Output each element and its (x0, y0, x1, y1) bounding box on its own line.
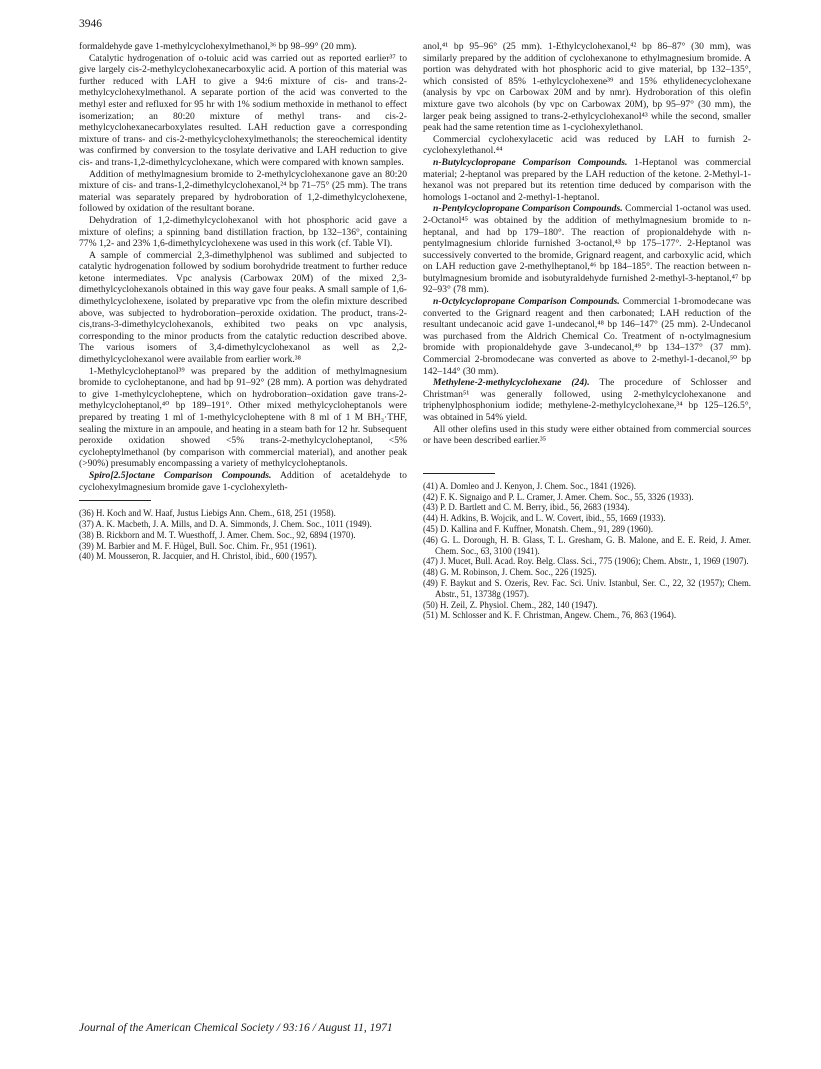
paragraph-text: formaldehyde gave 1-methylcyclohexylmethanol,³⁶ bp 98–99° (20 mm). (79, 41, 357, 52)
right-body (423, 41, 751, 447)
paragraph-text: Addition of acetaldehyde to cyclohexylmagnesium bromide gave 1-cyclohexyleth- (79, 469, 407, 493)
journal-footer: Journal of the American Chemical Society / 93:16 / August 11, 1971 (79, 1022, 393, 1034)
reference-item: (46) G. L. Dorough, H. B. Glass, T. L. Gresham, G. B. Malone, and E. E. Reid, J. Amer. Chem. Soc., 63, 3100 (1941). (423, 534, 751, 556)
reference-item: (38) B. Rickborn and M. T. Wuesthoff, J. Amer. Chem. Soc., 92, 6894 (1970). (79, 529, 356, 540)
paragraph-text: anol,⁴¹ bp 95–96° (25 mm). 1-Ethylcyclohexanol,⁴² bp 86–87° (30 mm), was similarly prepared by the addition of cyclohexanone to ethylmagnesium bromide. A portion was dehydrated with hot phosphoric acid to give material, bp 132–135°, which consisted of 85% 1-ethylcyclohexene³⁹ and 15% ethylidenecyclohexane (analysis by vpc on Carbowax 20M and by nmr). Hydroboration of this olefin mixture gave two alcohols (by vpc on Carbowax 20M), bp 95–97° (30 mm), the larger peak being assigned to trans-2-ethylcyclohexanol⁴³ while the second, smaller peak had the same retention time as 1-cyclohexylethanol. (423, 41, 751, 134)
paragraph-text: Catalytic hydrogenation of o-toluic acid was carried out as reported earlier³⁷ to give largely cis-2-methylcyclohexanecarboxylic acid. A portion of this material was further reduced with LAH to give a 94:6 mixture of cis- and trans-2-methylcyclohexylmethanol. A separate portion of the acid was converted to the methyl ester and refluxed for 95 hr with 1% sodium methoxide in methanol to effect isomerization; an 80:20 mixture of methyl trans- and cis-2-methylcyclohexanecarboxylates resulted. LAH reduction gave a corresponding mixture of trans- and cis-2-methylcyclohexylmethanols; the stereochemical identity was confirmed by conversion to the tosylate derivative and LAH reduction to give cis- and trans-1,2-dimethylcyclohexane, which were compared with known samples. (79, 52, 407, 168)
left-references (79, 508, 407, 562)
right-column (423, 41, 751, 621)
reference-item: (39) M. Barbier and M. F. Hügel, Bull. Soc. Chim. Fr., 951 (1961). (79, 540, 317, 551)
reference-item: (50) H. Zeil, Z. Physiol. Chem., 282, 140 (1947). (423, 599, 598, 610)
reference-item: (41) A. Domleo and J. Kenyon, J. Chem. Soc., 1841 (1926). (423, 480, 636, 491)
paragraph (79, 41, 407, 53)
paragraph (423, 134, 751, 157)
reference-item: (43) P. D. Bartlett and C. M. Berry, ibid., 56, 2683 (1934). (423, 502, 630, 513)
reference-item: (44) H. Adkins, B. Wojcik, and L. W. Covert, ibid., 55, 1669 (1933). (423, 513, 666, 524)
paragraph (423, 41, 751, 134)
section-heading: Spiro[2.5]octane Comparison Compounds. (89, 469, 272, 481)
paragraph (79, 366, 407, 470)
reference-item: (37) A. K. Macbeth, J. A. Mills, and D. A. Simmonds, J. Chem. Soc., 1011 (1949). (79, 518, 372, 529)
right-references (423, 481, 751, 621)
paragraph (423, 157, 751, 203)
footnote-rule (79, 500, 151, 501)
section-heading: Methylene-2-methylcyclohexane (24). (433, 377, 590, 389)
section-heading: n-Pentylcyclopropane Comparison Compounds. (433, 203, 623, 215)
paragraph-text: 1-Methylcycloheptanol³⁹ was prepared by the addition of methylmagnesium bromide to cycloheptanone, and had bp 91–92° (28 mm). A portion was dehydrated to give 1-methylcycloheptene, which on hydroboration–oxidation gave trans-2-methylcycloheptanol,⁴⁰ bp 189–191°. Other mixed methylcycloheptanols were prepared by treating 1 ml of 1-methylcycloheptene with 8 ml of 1 M BH₃·THF, sealing the mixture in an ampoule, and heating in a steam bath for 12 hr. Subsequent peroxide oxidation showed <5% trans-2-methylcycloheptanol, <5% cycloheptylmethanol (by comparison with commercial material), and another peak (>90%) presumably encompassing a variety of methylcycloheptanols. (79, 365, 407, 470)
paragraph-text: Commercial cyclohexylacetic acid was reduced by LAH to furnish 2-cyclohexylethanol.⁴⁴ (423, 133, 751, 157)
paragraph (79, 53, 407, 169)
paragraph-text: All other olefins used in this study were either obtained from commercial sources or have been described earlier.³⁵ (423, 423, 751, 447)
reference-item: (36) H. Koch and W. Haaf, Justus Liebigs Ann. Chem., 618, 251 (1958). (79, 508, 336, 519)
paragraph-text: Dehydration of 1,2-dimethylcyclohexanol with hot phosphoric acid gave a mixture of olefins; a spinning band distillation fraction, bp 132–136°, containing 77% 1,2- and 23% 1,6-dimethylcyclohexene was used in this work (cf. Table VI). (79, 214, 407, 250)
paragraph (423, 296, 751, 377)
reference-item: (45) D. Kallina and F. Kuffner, Monatsh. Chem., 91, 289 (1960). (423, 523, 653, 534)
paragraph (423, 424, 751, 447)
paragraph-text: 1-Heptanol was commercial material; 2-heptanol was prepared by the LAH reduction of the ketone. 2-Methyl-1-hexanol was not prepared but its retention time deduced by comparison with the homologs 1-octanol and 2-methyl-1-heptanol. (423, 156, 751, 203)
paragraph (79, 250, 407, 366)
paragraph (79, 169, 407, 215)
section-heading: n-Octylcyclopropane Comparison Compounds. (433, 296, 620, 308)
paragraph (79, 470, 407, 493)
paragraph-text: The procedure of Schlosser and Christman⁵¹ was generally followed, using 2-methylcyclohexanone and triphenylphosphonium iodide; methylene-2-methylcyclohexane,³⁴ bp 125–126.5°, was obtained in 54% yield. (423, 377, 751, 423)
left-body (79, 41, 407, 493)
paragraph (423, 203, 751, 296)
reference-item: (40) M. Mousseron, R. Jacquier, and H. Christol, ibid., 600 (1957). (79, 551, 318, 562)
paragraph-text: Addition of methylmagnesium bromide to 2-methylcyclohexanone gave an 80:20 mixture of cis- and trans-1,2-dimethylcyclohexanol,²⁴ bp 71–75° (25 mm). The trans material was separately prepared by hydroboration of 1,2-dimethylcyclohexene, followed by oxidation of the resultant borane. (79, 168, 407, 215)
paragraph-text: Commercial 1-bromodecane was converted to the Grignard reagent and then carbonated; LAH reduction of the resultant undecanoic acid gave 1-undecanol,⁴⁸ bp 146–147° (25 mm). 2-Undecanol was purchased from the Aldrich Chemical Co. Treatment of n-octylmagnesium bromide with propionaldehyde gave 3-undecanol,⁴⁹ bp 134–137° (37 mm). Commercial 2-bromodecane was converted as above to 2-methyl-1-decanol,⁵⁰ bp 142–144° (30 mm). (423, 296, 751, 377)
reference-item: (49) F. Baykut and S. Ozeris, Rev. Fac. Sci. Univ. Istanbul, Ser. C., 22, 32 (1957); Chem. Abstr., 51, 13738g (1957). (423, 577, 751, 599)
reference-item: (47) J. Mucet, Bull. Acad. Roy. Belg. Class. Sci., 775 (1906); Chem. Abstr., 1, 1969 (1907). (423, 556, 749, 567)
paragraph-text: A sample of commercial 2,3-dimethylphenol was sublimed and subjected to catalytic hydrogenation followed by sodium borohydride treatment to further reduce ketone intermediates. Vpc analysis (Carbowax 20M) of the mixed 2,3-dimethylcyclohexanols obtained in this way gave four peaks. A small sample of 1,6-dimethylcyclohexene, isolated by preparative vpc from the olefin mixture described above, was subjected to hydroboration–peroxide oxidation. The product, trans-2-cis,trans-3-dimethylcyclohexanols, exhibited two peaks on vpc analysis, corresponding to the minor products from the catalytic reduction described above. The various isomers of 3,4-dimethylcyclohexanol as well as 2,2-dimethylcyclohexanol were available from earlier work.³⁸ (79, 249, 407, 366)
paragraph-text: Commercial 1-octanol was used. 2-Octanol⁴⁵ was obtained by the addition of methylmagnesium bromide to n-heptanal, and had bp 179–180°. The reaction of propionaldehyde with n-pentylmagnesium chloride furnished 3-octanol,⁴³ bp 175–177°. 2-Heptanol was successively converted to the bromide, Grignard reagent, and carboxylic acid, which on LAH reduction gave 2-methylheptanol,⁴⁶ bp 184–185°. The reaction between n-butylmagnesium bromide and isobutyraldehyde furnished 2-methyl-3-heptanol,⁴⁷ bp 92–93° (78 mm). (423, 203, 751, 296)
paragraph (79, 215, 407, 250)
reference-item: (51) M. Schlosser and K. F. Christman, Angew. Chem., 76, 863 (1964). (423, 610, 677, 621)
reference-item: (42) F. K. Signaigo and P. L. Cramer, J. Amer. Chem. Soc., 55, 3326 (1933). (423, 491, 694, 502)
page-number: 3946 (79, 18, 102, 30)
footnote-rule (423, 473, 495, 474)
reference-item: (48) G. M. Robinson, J. Chem. Soc., 226 (1925). (423, 567, 597, 578)
left-column (79, 41, 407, 562)
paragraph (423, 377, 751, 423)
section-heading: n-Butylcyclopropane Comparison Compounds. (433, 156, 628, 168)
